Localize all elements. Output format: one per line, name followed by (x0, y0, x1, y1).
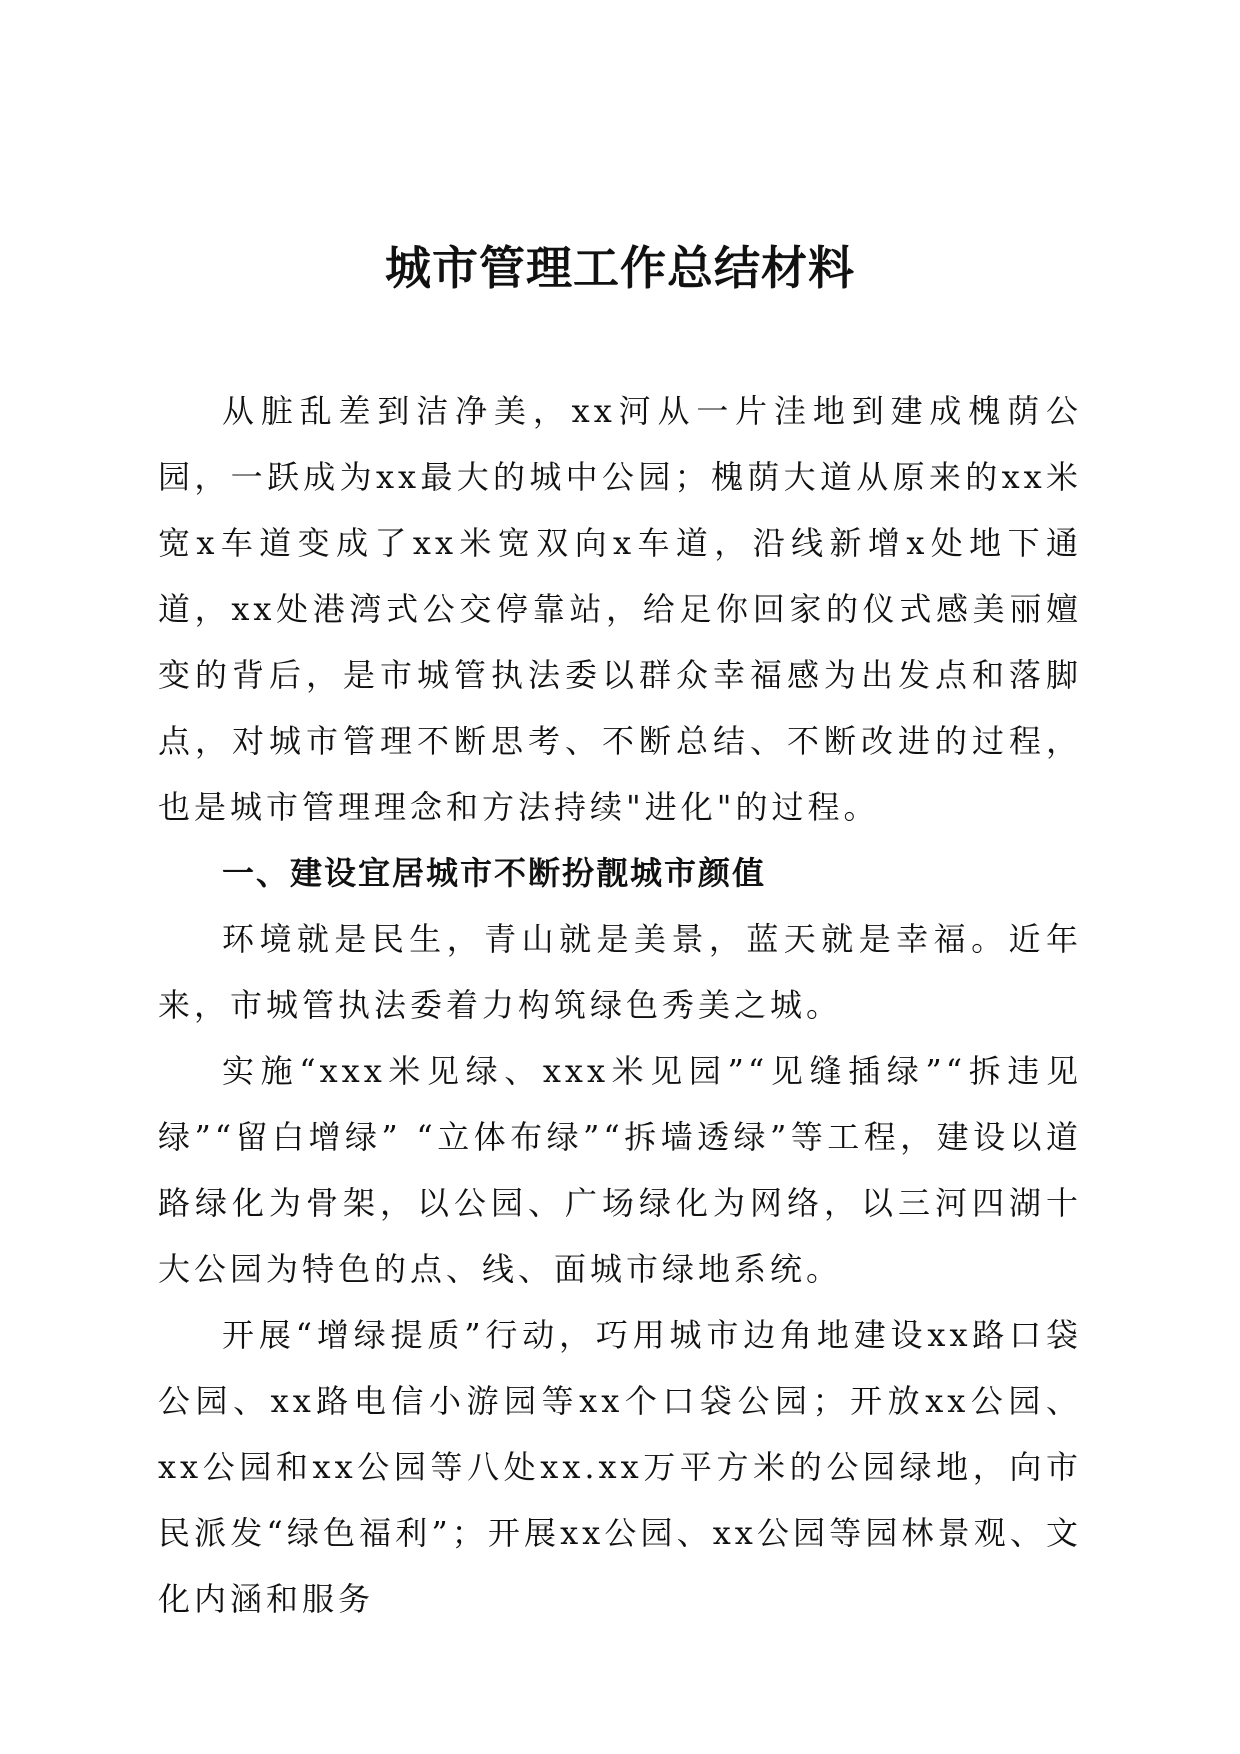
paragraph-greening-action: 开展“增绿提质”行动，巧用城市边角地建设xx路口袋公园、xx路电信小游园等xx个口袋公园；开放xx公园、xx公园和xx公园等八处xx.xx万平方米的公园绿地，向市民派发“绿色福利”；开展xx公园、xx公园等园林景观、文化内涵和服务 (158, 1316, 1082, 1618)
document-body (158, 378, 1082, 1632)
paragraph-environment: 环境就是民生，青山就是美景，蓝天就是幸福。近年来，市城管执法委着力构筑绿色秀美之城。 (158, 920, 1082, 1024)
document-title: 城市管理工作总结材料 (385, 241, 855, 295)
section-heading-1: 一、建设宜居城市不断扮靓城市颜值 (222, 854, 767, 892)
paragraph-greening-projects: 实施“xxx米见绿、xxx米见园”“见缝插绿”“拆违见绿”“留白增绿” “立体布绿”“拆墙透绿”等工程，建设以道路绿化为骨架，以公园、广场绿化为网络，以三河四湖十大公园为特色的点、线、面城市绿地系统。 (158, 1052, 1082, 1288)
paragraph-intro: 从脏乱差到洁净美，xx河从一片洼地到建成槐荫公园，一跃成为xx最大的城中公园；槐荫大道从原来的xx米宽x车道变成了xx米宽双向x车道，沿线新增x处地下通道，xx处港湾式公交停靠站，给足你回家的仪式感美丽嬗变的背后，是市城管执法委以群众幸福感为出发点和落脚点，对城市管理不断思考、不断总结、不断改进的过程，也是城市管理理念和方法持续"进化"的过程。 (158, 392, 1082, 826)
